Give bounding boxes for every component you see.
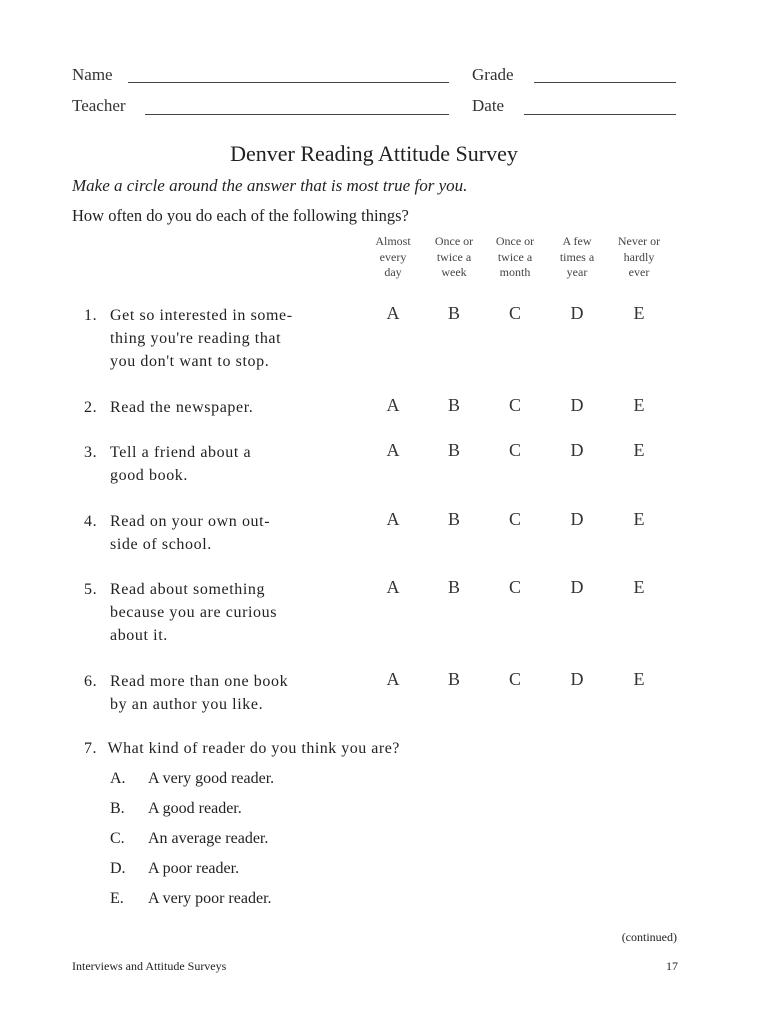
item-number: 3.: [84, 444, 98, 461]
item-number: 6.: [84, 673, 98, 690]
item-text: [110, 510, 350, 556]
answer-option[interactable]: B: [447, 509, 460, 529]
item-text-line: by an author you like.: [110, 696, 264, 713]
grade-label: Grade: [472, 65, 514, 84]
question-7-number: 7.: [84, 740, 97, 757]
item-number: 2.: [84, 399, 98, 416]
column-header-line: week: [441, 265, 467, 279]
item-text-line: Read the newspaper.: [110, 399, 254, 416]
answer-option[interactable]: D: [570, 440, 584, 460]
item-text: [110, 578, 350, 647]
item-number: 1.: [84, 307, 98, 324]
answer-option[interactable]: D: [570, 669, 584, 689]
column-header-line: year: [566, 265, 588, 279]
answer-option[interactable]: D: [570, 395, 584, 415]
name-label: Name: [72, 65, 113, 84]
page-number: 17: [666, 959, 678, 973]
column-header-line: Once or: [434, 234, 474, 248]
question-prompt: How often do you do each of the following things?: [72, 206, 409, 225]
date-field[interactable]: [524, 114, 676, 115]
name-field[interactable]: [128, 82, 449, 83]
answer-option[interactable]: A: [386, 395, 400, 415]
column-header-line: Never or: [617, 234, 661, 248]
answer-option[interactable]: C: [508, 669, 521, 689]
answer-option[interactable]: D: [570, 577, 584, 597]
choice-letter: B.: [110, 800, 125, 817]
teacher-label: Teacher: [72, 96, 126, 115]
item-text-line: Get so interested in some-: [110, 307, 293, 324]
answer-option[interactable]: C: [508, 577, 521, 597]
choice-text: An average reader.: [148, 830, 269, 847]
column-header: [608, 234, 670, 281]
answer-option[interactable]: A: [386, 509, 400, 529]
column-header: [423, 234, 485, 281]
choice-text: A very good reader.: [148, 770, 275, 787]
item-text: [110, 670, 350, 716]
answer-option[interactable]: A: [386, 303, 400, 323]
teacher-field[interactable]: [145, 114, 449, 115]
item-text: [110, 396, 350, 419]
column-header-line: A few: [562, 234, 592, 248]
question-7-text: What kind of reader do you think you are?: [107, 740, 400, 757]
item-text: [110, 304, 350, 373]
answer-option[interactable]: A: [386, 440, 400, 460]
answer-option[interactable]: A: [386, 669, 400, 689]
column-header-line: day: [384, 265, 402, 279]
item-text-line: Read about something: [110, 581, 266, 598]
date-label: Date: [472, 96, 505, 115]
answer-option[interactable]: D: [570, 509, 584, 529]
choice-text: A very poor reader.: [148, 890, 272, 907]
item-text-line: Tell a friend about a: [110, 444, 252, 461]
footer-left: Interviews and Attitude Surveys: [72, 959, 227, 973]
item-number: 5.: [84, 581, 98, 598]
answer-option[interactable]: C: [508, 303, 521, 323]
choice-letter: D.: [110, 860, 126, 877]
answer-option[interactable]: B: [447, 303, 460, 323]
answer-option[interactable]: B: [447, 440, 460, 460]
item-text: [110, 441, 350, 487]
column-header-line: twice a: [497, 249, 533, 264]
choice-letter: A.: [110, 770, 126, 787]
item-number: 4.: [84, 513, 98, 530]
item-text-line: Read on your own out-: [110, 513, 271, 530]
column-header: [484, 234, 546, 281]
item-text-line: Read more than one book: [110, 673, 289, 690]
answer-option[interactable]: E: [633, 440, 645, 460]
answer-option[interactable]: E: [633, 303, 645, 323]
column-header-line: month: [499, 265, 531, 279]
column-header-line: ever: [628, 265, 650, 279]
column-header-line: times a: [559, 249, 595, 264]
answer-option[interactable]: D: [570, 303, 584, 323]
answer-option[interactable]: E: [633, 669, 645, 689]
answer-option[interactable]: C: [508, 440, 521, 460]
choice-letter: E.: [110, 890, 124, 907]
item-text-line: side of school.: [110, 536, 212, 553]
item-text-line: about it.: [110, 627, 168, 644]
item-text-line: good book.: [110, 467, 188, 484]
answer-option[interactable]: B: [447, 669, 460, 689]
instruction-text: Make a circle around the answer that is most true for you.: [72, 176, 468, 195]
item-text-line: thing you're reading that: [110, 330, 282, 347]
item-text-line: because you are curious: [110, 604, 278, 621]
grade-field[interactable]: [534, 82, 676, 83]
choice-text: A good reader.: [148, 800, 242, 817]
item-text-line: you don't want to stop.: [110, 353, 270, 370]
answer-option[interactable]: A: [386, 577, 400, 597]
column-header-line: Almost: [375, 234, 411, 248]
answer-option[interactable]: E: [633, 577, 645, 597]
answer-option[interactable]: B: [447, 395, 460, 415]
survey-title: Denver Reading Attitude Survey: [230, 141, 518, 166]
answer-option[interactable]: E: [633, 509, 645, 529]
column-header-line: twice a: [436, 249, 472, 264]
column-header: [546, 234, 608, 281]
column-header-line: every: [379, 249, 407, 264]
choice-letter: C.: [110, 830, 125, 847]
continued-note: (continued): [621, 930, 677, 944]
question-7: [84, 740, 400, 758]
answer-option[interactable]: E: [633, 395, 645, 415]
answer-option[interactable]: C: [508, 509, 521, 529]
column-header-line: Once or: [495, 234, 535, 248]
column-header-line: hardly: [623, 249, 655, 264]
column-header: [362, 234, 424, 281]
answer-option[interactable]: B: [447, 577, 460, 597]
choice-text: A poor reader.: [148, 860, 240, 877]
answer-option[interactable]: C: [508, 395, 521, 415]
